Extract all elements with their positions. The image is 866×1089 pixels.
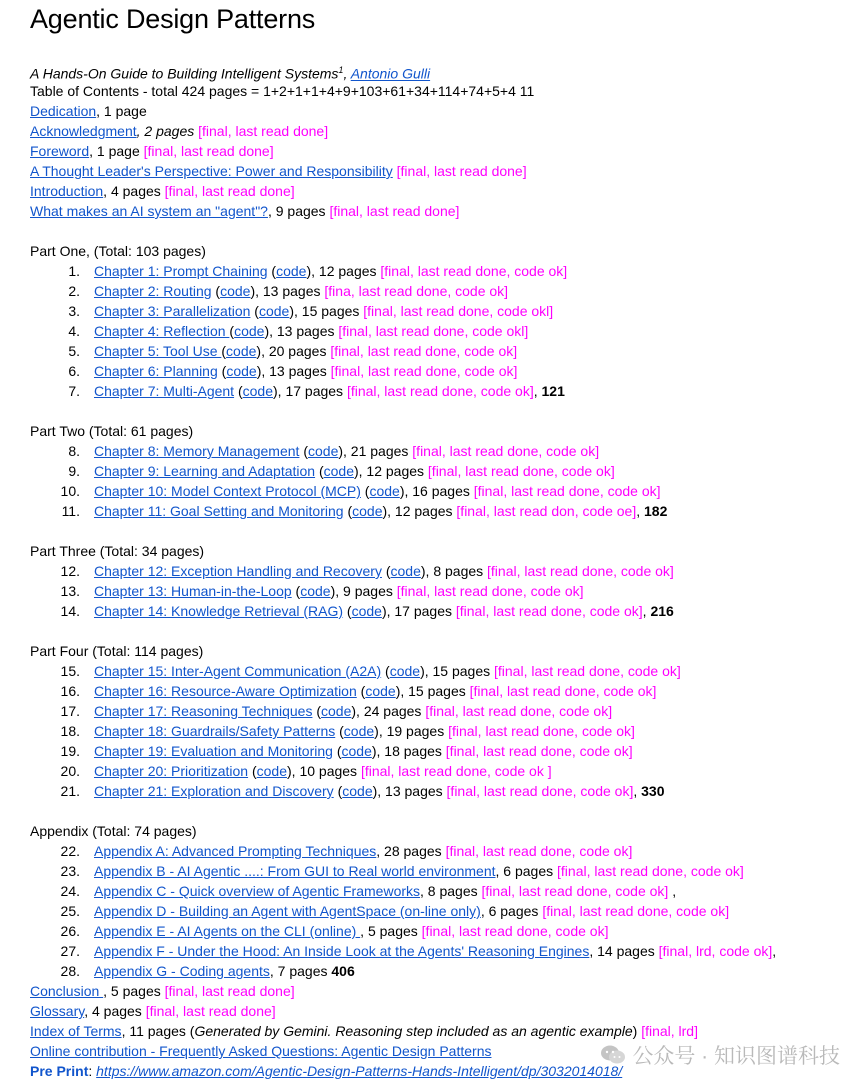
paren-open: ( [343, 603, 352, 619]
page-count: ), 10 pages [287, 763, 361, 779]
item-number: 19. [60, 743, 80, 759]
paren-open: ( [356, 683, 366, 699]
back-matter-pages: , 5 pages [103, 983, 165, 999]
front-matter-link[interactable]: A Thought Leader's Perspective: Power and Responsibility [30, 163, 393, 179]
appendix-link[interactable]: Appendix A: Advanced Prompting Techniques [94, 843, 377, 859]
page-count: ), 17 pages [381, 603, 456, 619]
chapter-item [60, 681, 657, 701]
page-count: ), 9 pages [330, 583, 397, 599]
index-status: [final, lrd] [641, 1023, 698, 1039]
front-matter-item [30, 201, 459, 221]
front-matter-pages: , 9 pages [267, 203, 330, 219]
back-matter-item [30, 981, 295, 1001]
preprint-line [30, 1061, 622, 1081]
item-number: 18. [60, 723, 80, 739]
chapter-link[interactable]: Chapter 14: Knowledge Retrieval (RAG) [94, 603, 344, 619]
subtitle-text: A Hands-On Guide to Building Intelligent Systems [30, 65, 339, 82]
index-note: Generated by Gemini. Reasoning step included as an agentic example [194, 1023, 633, 1039]
back-matter-pages: , 4 pages [84, 1003, 146, 1019]
preprint-sep: : [88, 1063, 97, 1079]
watermark-text: 公众号 · 知识图谱科技 [632, 1045, 840, 1068]
paren-open: ( [343, 503, 353, 519]
author-link[interactable]: Antonio Gulli [350, 65, 431, 82]
front-matter-item [30, 181, 295, 201]
trailing-text: , [668, 883, 677, 899]
page-title: Agentic Design Patterns [30, 4, 316, 34]
page-count: , 6 pages [495, 863, 558, 879]
chapter-item [60, 601, 674, 621]
chapter-link[interactable]: Chapter 10: Model Context Protocol (MCP) [94, 483, 361, 499]
paren-open: ( [234, 383, 243, 399]
preprint-url-link[interactable]: https://www.amazon.com/Agentic-Design-Patterns-Hands-Intelligent/dp/3032014018/ [96, 1063, 623, 1079]
part-two-heading: Part Two (Total: 61 pages) [30, 423, 194, 439]
paren-open: ( [299, 443, 308, 459]
page-count: ), 20 pages [256, 343, 331, 359]
code-link[interactable]: code [389, 663, 421, 679]
back-matter-status: [final, last read done] [145, 1003, 276, 1019]
item-number: 12. [60, 563, 80, 579]
paren-open: ( [333, 783, 343, 799]
chapter-link[interactable]: Chapter 2: Routing [94, 283, 212, 299]
appendix-link[interactable]: Appendix B - AI Agentic ....: From GUI to Real world environment [94, 863, 496, 879]
appendix-link[interactable]: Appendix F - Under the Hood: An Inside Look at the Agents' Reasoning Engines [94, 943, 590, 959]
front-matter-pages: , 1 page [89, 143, 144, 159]
page-count: ), 13 pages [256, 363, 331, 379]
item-number: 21. [60, 783, 80, 799]
back-matter-item [30, 1001, 276, 1021]
index-pages: , 11 pages ( [121, 1023, 195, 1039]
paren-open: ( [221, 343, 227, 359]
appendix-heading: Appendix (Total: 74 pages) [30, 823, 197, 839]
code-link[interactable]: code [351, 603, 382, 619]
running-total: 182 [644, 503, 668, 519]
review-status: [final, last read done, code ok] [469, 683, 657, 699]
appendix-item [60, 961, 355, 981]
review-status: [final, last read don, code oe] [456, 503, 637, 519]
review-status: [final, last read done, code ok ] [360, 763, 552, 779]
item-number: 4. [68, 323, 80, 339]
item-number: 7. [68, 383, 80, 399]
page-count: ), 12 pages [306, 263, 381, 279]
review-status: [final, last read done, code ok] [481, 883, 669, 899]
part-four-heading: Part Four (Total: 114 pages) [30, 643, 204, 659]
review-status: [final, last read done, code ok] [487, 563, 674, 579]
item-number: 23. [60, 863, 80, 879]
review-status: [final, last read done, code okl] [363, 303, 554, 319]
code-link[interactable]: code [226, 363, 257, 379]
part-one-heading: Part One, (Total: 103 pages) [30, 243, 206, 259]
front-matter-link[interactable]: Acknowledgment [30, 123, 137, 139]
item-number: 26. [60, 923, 80, 939]
chapter-link[interactable]: Chapter 16: Resource-Aware Optimization [94, 683, 357, 699]
running-total: 406 [331, 963, 355, 979]
chapter-link[interactable]: Chapter 18: Guardrails/Safety Patterns [94, 723, 336, 739]
item-number: 10. [60, 483, 80, 499]
page-count: ), 16 pages [399, 483, 474, 499]
back-matter-status: [final, last read done] [164, 983, 295, 999]
page-count: ), 21 pages [338, 443, 413, 459]
code-link[interactable]: code [226, 343, 257, 359]
chapter-link[interactable]: Chapter 13: Human-in-the-Loop [94, 583, 292, 599]
back-matter-link[interactable]: Conclusion [30, 983, 104, 999]
subtitle-separator: , [343, 65, 351, 82]
preprint-label: Pre Print [30, 1063, 89, 1079]
chapter-link[interactable]: Chapter 20: Prioritization [94, 763, 249, 779]
paren-open: ( [217, 363, 227, 379]
page-count: ), 24 pages [351, 703, 426, 719]
paren-open: ( [267, 263, 277, 279]
page-count: ), 17 pages [273, 383, 347, 399]
item-number: 8. [68, 443, 80, 459]
running-total: 330 [641, 783, 665, 799]
item-number: 20. [60, 763, 80, 779]
front-matter-status: [final, last read done] [164, 183, 295, 199]
item-number: 14. [60, 603, 80, 619]
paren-open: ( [381, 663, 390, 679]
code-link[interactable]: code [276, 263, 307, 279]
review-status: [final, last read done, code ok] [412, 443, 600, 459]
wechat-icon [600, 1044, 626, 1066]
appendix-link[interactable]: Appendix G - Coding agents [94, 963, 270, 979]
review-status: [fina, last read done, code ok] [324, 283, 509, 299]
front-matter-link[interactable]: Dedication [30, 103, 97, 119]
chapter-link[interactable]: Chapter 6: Planning [94, 363, 218, 379]
chapter-item [60, 481, 661, 501]
item-number: 3. [68, 303, 80, 319]
item-number: 16. [60, 683, 80, 699]
front-matter-item [30, 161, 527, 181]
separator: , [636, 503, 644, 519]
page-count: , 14 pages [589, 943, 659, 959]
front-matter-pages: , 1 page [96, 103, 147, 119]
page-count: ), 15 pages [420, 663, 494, 679]
review-status: [final, last read done, code ok] [455, 603, 643, 619]
paren-open: ( [315, 463, 324, 479]
chapter-link[interactable]: Chapter 5: Tool Use [94, 343, 222, 359]
index-line [30, 1021, 698, 1041]
item-number: 6. [68, 363, 80, 379]
code-link[interactable]: code [323, 463, 354, 479]
chapter-item [60, 581, 584, 601]
code-link[interactable]: code [342, 783, 373, 799]
item-number: 11. [61, 503, 80, 519]
appendix-item [60, 841, 633, 861]
appendix-item [60, 861, 744, 881]
item-number: 25. [60, 903, 80, 919]
paren-open: ( [381, 563, 391, 579]
separator: , [642, 603, 651, 619]
review-status: [final, last read done, code ok] [494, 663, 681, 679]
item-number: 2. [68, 283, 80, 299]
chapter-link[interactable]: Chapter 17: Reasoning Techniques [94, 703, 313, 719]
chapter-item [60, 761, 552, 781]
page-count: , 8 pages [420, 883, 482, 899]
review-status: [final, last read done, code ok] [445, 843, 633, 859]
review-status: [final, last read done, code ok] [557, 863, 744, 879]
chapter-link[interactable]: Chapter 4: Reflection [94, 323, 230, 339]
paren-open: ( [211, 283, 221, 299]
chapter-item [63, 381, 565, 401]
item-number: 15. [60, 663, 80, 679]
chapter-link[interactable]: Chapter 9: Learning and Adaptation [94, 463, 316, 479]
page-count: ), 13 pages [264, 323, 339, 339]
chapter-link[interactable]: Chapter 21: Exploration and Discovery [94, 783, 334, 799]
code-link[interactable]: code [343, 723, 375, 739]
front-matter-link[interactable]: Introduction [30, 183, 104, 199]
chapter-item [63, 461, 615, 481]
chapter-item [63, 261, 567, 281]
online-contribution-link[interactable]: Online contribution - Frequently Asked Questions: Agentic Design Patterns [30, 1043, 492, 1059]
front-matter-item [30, 101, 147, 121]
appendix-link[interactable]: Appendix D - Building an Agent with AgentSpace (on-line only) [94, 903, 481, 919]
review-status: [final, last read done, code ok] [380, 263, 568, 279]
code-link[interactable]: code [341, 743, 372, 759]
page-count: ), 12 pages [353, 463, 428, 479]
front-matter-status: [final, last read done] [198, 123, 329, 139]
review-status: [final, last read done, code ok] [446, 783, 634, 799]
chapter-link[interactable]: Chapter 19: Evaluation and Monitoring [94, 743, 333, 759]
chapter-link[interactable]: Chapter 11: Goal Setting and Monitoring [94, 503, 344, 519]
review-status: [final, last read done, code ok] [448, 723, 635, 739]
front-matter-status: [final, last read done] [329, 203, 460, 219]
running-total: 121 [541, 383, 565, 399]
chapter-item [60, 781, 665, 801]
page-count: ), 18 pages [371, 743, 446, 759]
front-matter-pages: , 2 pages [136, 123, 199, 139]
appendix-item [60, 901, 730, 921]
page-count: ), 19 pages [374, 723, 449, 739]
chapter-link[interactable]: Chapter 7: Multi-Agent [94, 383, 235, 399]
front-matter-item [30, 141, 274, 161]
paren-open: ( [332, 743, 342, 759]
item-number: 17. [60, 703, 80, 719]
front-matter-link[interactable]: Foreword [30, 143, 90, 159]
chapter-link[interactable]: Chapter 1: Prompt Chaining [94, 263, 268, 279]
chapter-item [60, 661, 681, 681]
watermark [600, 1040, 840, 1070]
front-matter-link[interactable]: What makes an AI system an "agent"? [30, 203, 268, 219]
code-link[interactable]: code [258, 303, 290, 319]
review-status: [final, last read done, code ok] [346, 383, 534, 399]
page-count: , 28 pages [376, 843, 446, 859]
review-status: [final, last read done, code ok] [396, 583, 584, 599]
paren-open: ( [248, 763, 257, 779]
chapter-item [60, 701, 613, 721]
chapter-link[interactable]: Chapter 8: Memory Management [94, 443, 300, 459]
code-link[interactable]: code [300, 583, 331, 599]
page-count: ), 15 pages [395, 683, 470, 699]
page-count: ), 15 pages [289, 303, 364, 319]
paren-open: ( [360, 483, 370, 499]
item-number: 1. [68, 263, 80, 279]
item-number: 13. [60, 583, 80, 599]
page-count: , 6 pages [480, 903, 543, 919]
code-link[interactable]: code [352, 503, 383, 519]
chapter-item [63, 441, 599, 461]
separator: , [533, 383, 542, 399]
part-three-heading: Part Three (Total: 34 pages) [30, 543, 205, 559]
paren-open: ( [250, 303, 259, 319]
review-status: [final, last read done, code ok] [330, 363, 518, 379]
toc-summary: Table of Contents - total 424 pages = 1+2+1+1+4+9+103+61+34+114+74+5+4 11 [30, 83, 535, 99]
review-status: [final, last read done, code ok] [330, 343, 518, 359]
footnote-marker: 1 [338, 65, 344, 75]
chapter-item [60, 721, 635, 741]
chapter-link[interactable]: Chapter 3: Parallelization [94, 303, 251, 319]
item-number: 27. [60, 943, 80, 959]
page-count: ), 12 pages [382, 503, 457, 519]
trailing-text: , [772, 943, 777, 959]
chapter-item [63, 281, 508, 301]
code-link[interactable]: code [369, 483, 400, 499]
chapter-link[interactable]: Chapter 15: Inter-Agent Communication (A2A) [94, 663, 382, 679]
code-link[interactable]: code [220, 283, 251, 299]
code-link[interactable]: code [308, 443, 339, 459]
page-count: , 7 pages [269, 963, 332, 979]
appendix-item [60, 921, 609, 941]
running-total: 216 [650, 603, 674, 619]
code-link[interactable]: code [365, 683, 396, 699]
review-status: [final, last read done, code ok] [421, 923, 609, 939]
code-link[interactable]: code [234, 323, 265, 339]
item-number: 22. [60, 843, 80, 859]
front-matter-pages: , 4 pages [103, 183, 165, 199]
index-close: ) [632, 1023, 642, 1039]
paren-open: ( [312, 703, 322, 719]
code-link[interactable]: code [390, 563, 421, 579]
chapter-item [63, 321, 528, 341]
appendix-item [60, 881, 677, 901]
chapter-link[interactable]: Chapter 12: Exception Handling and Recovery [94, 563, 382, 579]
chapter-item [63, 341, 517, 361]
review-status: [final, last read done, code ok] [425, 703, 613, 719]
appendix-item [60, 941, 777, 961]
chapter-item [63, 501, 667, 521]
appendix-link[interactable]: Appendix E - AI Agents on the CLI (online) [94, 923, 361, 939]
review-status: [final, last read done, code ok] [473, 483, 661, 499]
review-status: [final, last read done, code ok] [445, 743, 633, 759]
page-count: ), 13 pages [372, 783, 447, 799]
code-link[interactable]: code [321, 703, 352, 719]
review-status: [final, last read done, code ok] [427, 463, 615, 479]
online-line [30, 1041, 491, 1061]
paren-open: ( [335, 723, 344, 739]
item-number: 28. [60, 963, 80, 979]
paren-open: ( [229, 323, 235, 339]
front-matter-status: [final, last read done] [143, 143, 274, 159]
front-matter-item [30, 121, 328, 141]
chapter-item [63, 301, 553, 321]
paren-open: ( [291, 583, 301, 599]
item-number: 9. [68, 463, 80, 479]
code-link[interactable]: code [256, 763, 287, 779]
chapter-item [60, 561, 674, 581]
item-number: 24. [60, 883, 80, 899]
page-count: , 5 pages [360, 923, 422, 939]
chapter-item [60, 741, 633, 761]
review-status: [final, last read done, code ok] [542, 903, 730, 919]
review-status: [final, lrd, code ok] [658, 943, 773, 959]
page-count: ), 8 pages [420, 563, 488, 579]
item-number: 5. [68, 343, 80, 359]
review-status: [final, last read done, code okl] [338, 323, 529, 339]
back-matter-link[interactable]: Glossary [30, 1003, 85, 1019]
page-count: ), 13 pages [250, 283, 325, 299]
index-of-terms-link[interactable]: Index of Terms [30, 1023, 122, 1039]
code-link[interactable]: code [242, 383, 273, 399]
appendix-link[interactable]: Appendix C - Quick overview of Agentic Frameworks [94, 883, 421, 899]
chapter-item [63, 361, 517, 381]
separator: , [633, 783, 642, 799]
front-matter-status: [final, last read done] [396, 163, 527, 179]
